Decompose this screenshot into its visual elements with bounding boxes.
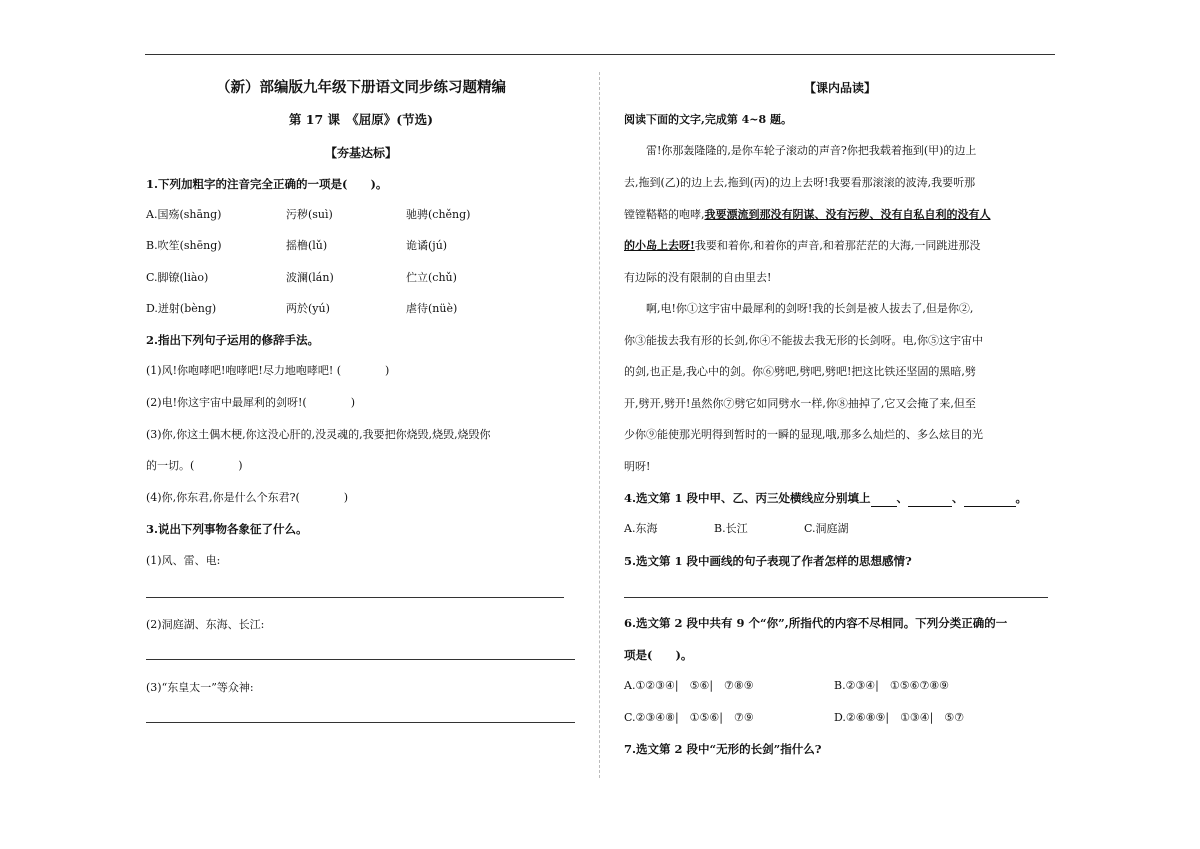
top-rule [145, 54, 1055, 55]
q1-option-b-1: B.吹笙(shēng) [146, 239, 222, 252]
reading-intro: 阅读下面的文字,完成第 4~8 题。 [624, 113, 793, 126]
q4-stem-text: 4.选文第 1 段中甲、乙、丙三处横线应分别填上 [624, 491, 871, 505]
question-3-stem: 3.说出下列事物各象征了什么。 [146, 522, 308, 536]
q1-option-b-2: 摇橹(lǔ) [286, 239, 328, 252]
p1-underlined-sentence-part-1: 我要漂流到那没有阴谋、没有污秽、没有自私自利的没有人 [704, 208, 991, 221]
q4-option-a: A.东海 [624, 522, 658, 535]
question-2-stem: 2.指出下列句子运用的修辞手法。 [146, 333, 320, 347]
q3-item-3: (3)“东皇太一”等众神: [146, 681, 254, 694]
p1-line-1: 雷!你那轰隆隆的,是你车轮子滚动的声音?你把我载着拖到(甲)的边上 [646, 144, 977, 157]
q6-option-d: D.②⑥⑧⑨| ①③④| ⑤⑦ [834, 711, 965, 724]
p1-line-4 [624, 238, 980, 254]
q3-item-2: (2)洞庭湖、东海、长江: [146, 618, 265, 631]
q4-option-b: B.长江 [714, 522, 748, 535]
q2-item-2: (2)电!你这宇宙中最犀利的剑呀!( ) [146, 396, 356, 409]
question-5-stem: 5.选文第 1 段中画线的句子表现了作者怎样的思想感情? [624, 554, 912, 568]
q4-sep-1: 、 [896, 491, 909, 505]
q1-option-a-1: A.国殇(shāng) [146, 208, 222, 221]
q4-option-c: C.洞庭湖 [804, 522, 849, 535]
p2-line-6: 明呀! [624, 460, 651, 473]
p1-line-5: 有边际的没有限制的自由里去! [624, 271, 772, 284]
q3-item-1: (1)风、雷、电: [146, 554, 221, 567]
q4-sep-2: 、 [952, 491, 964, 505]
p1-line-2: 去,拖到(乙)的边上去,拖到(丙)的边上去呀!我要看那滚滚的波涛,我要听那 [624, 176, 976, 189]
q1-option-a-3: 驰骋(chěng) [406, 208, 471, 221]
q3-answer-line-2[interactable] [146, 659, 575, 660]
q1-option-d-1: D.迸射(bèng) [146, 302, 217, 315]
document-title: （新）部编版九年级下册语文同步练习题精编 [216, 79, 506, 96]
q1-option-c-3: 伫立(chǔ) [406, 271, 457, 284]
q4-blank-3[interactable] [964, 490, 1016, 507]
q6-option-c: C.②③④⑧| ①⑤⑥| ⑦⑨ [624, 711, 754, 724]
question-7-stem: 7.选文第 2 段中“无形的长剑”指什么? [624, 742, 822, 756]
p2-line-3: 的剑,也正是,我心中的剑。你⑥劈吧,劈吧,劈吧!把这比铁还坚固的黑暗,劈 [624, 365, 976, 378]
p2-line-5: 少你⑨能使那光明得到暂时的一瞬的显现,哦,那多么灿烂的、多么炫目的光 [624, 428, 983, 441]
lesson-title: 第 17 课 《屈原》(节选) [288, 112, 434, 127]
p2-line-2: 你③能拔去我有形的长剑,你④不能拔去我无形的长剑呀。电,你⑤这宇宙中 [624, 334, 983, 347]
p1-line-4-plain: 我要和着你,和着你的声音,和着那茫茫的大海,一同跳进那没 [694, 239, 981, 252]
question-1-stem: 1.下列加粗字的注音完全正确的一项是( )。 [146, 177, 388, 191]
p1-line-3 [624, 207, 991, 223]
p2-line-4: 开,劈开,劈开!虽然你⑦劈它如同劈水一样,你⑧抽掉了,它又会掩了来,但至 [624, 397, 976, 410]
question-6-stem-2: 项是( )。 [624, 648, 693, 662]
question-6-stem-1: 6.选文第 2 段中共有 9 个“你”,所指代的内容不尽相同。下列分类正确的一 [624, 616, 1008, 630]
q2-item-4: (4)你,你东君,你是什么个东君?( ) [146, 491, 349, 504]
q5-answer-line[interactable] [624, 597, 1048, 598]
q4-blank-2[interactable] [908, 490, 952, 507]
section-heading-basics: 【夯基达标】 [324, 146, 397, 160]
q1-option-a-2: 污秽(suì) [286, 208, 333, 221]
p2-line-1: 啊,电!你①这宇宙中最犀利的剑呀!我的长剑是被人拔去了,但是你②, [646, 302, 974, 315]
q1-option-d-2: 两於(yú) [286, 302, 330, 315]
q2-item-1: (1)风!你咆哮吧!咆哮吧!尽力地咆哮吧! ( ) [146, 364, 390, 377]
q3-answer-line-1[interactable] [146, 597, 564, 598]
q3-answer-line-3[interactable] [146, 722, 575, 723]
q1-option-d-3: 虐待(nüè) [406, 302, 458, 315]
column-divider [599, 72, 600, 778]
section-heading-reading: 【课内品读】 [803, 81, 876, 95]
q4-end: 。 [1015, 491, 1028, 505]
question-4-stem [624, 490, 1027, 507]
q1-option-c-1: C.脚镣(liào) [146, 271, 209, 284]
q2-item-3: (3)你,你这土偶木梗,你这没心肝的,没灵魂的,我要把你烧毁,烧毁,烧毁你 [146, 428, 491, 441]
p1-underlined-sentence-part-2: 的小岛上去呀! [624, 239, 695, 252]
p1-line-3-plain: 镗镗鞳鞳的咆哮, [624, 208, 705, 221]
q6-option-b: B.②③④| ①⑤⑥⑦⑧⑨ [834, 679, 950, 692]
q1-option-c-2: 波澜(lán) [286, 271, 334, 284]
q4-blank-1[interactable] [871, 490, 897, 507]
q1-option-b-3: 诡谲(jú) [406, 239, 448, 252]
q2-item-3-cont: 的一切。( ) [146, 459, 243, 472]
q6-option-a: A.①②③④| ⑤⑥| ⑦⑧⑨ [624, 679, 754, 692]
